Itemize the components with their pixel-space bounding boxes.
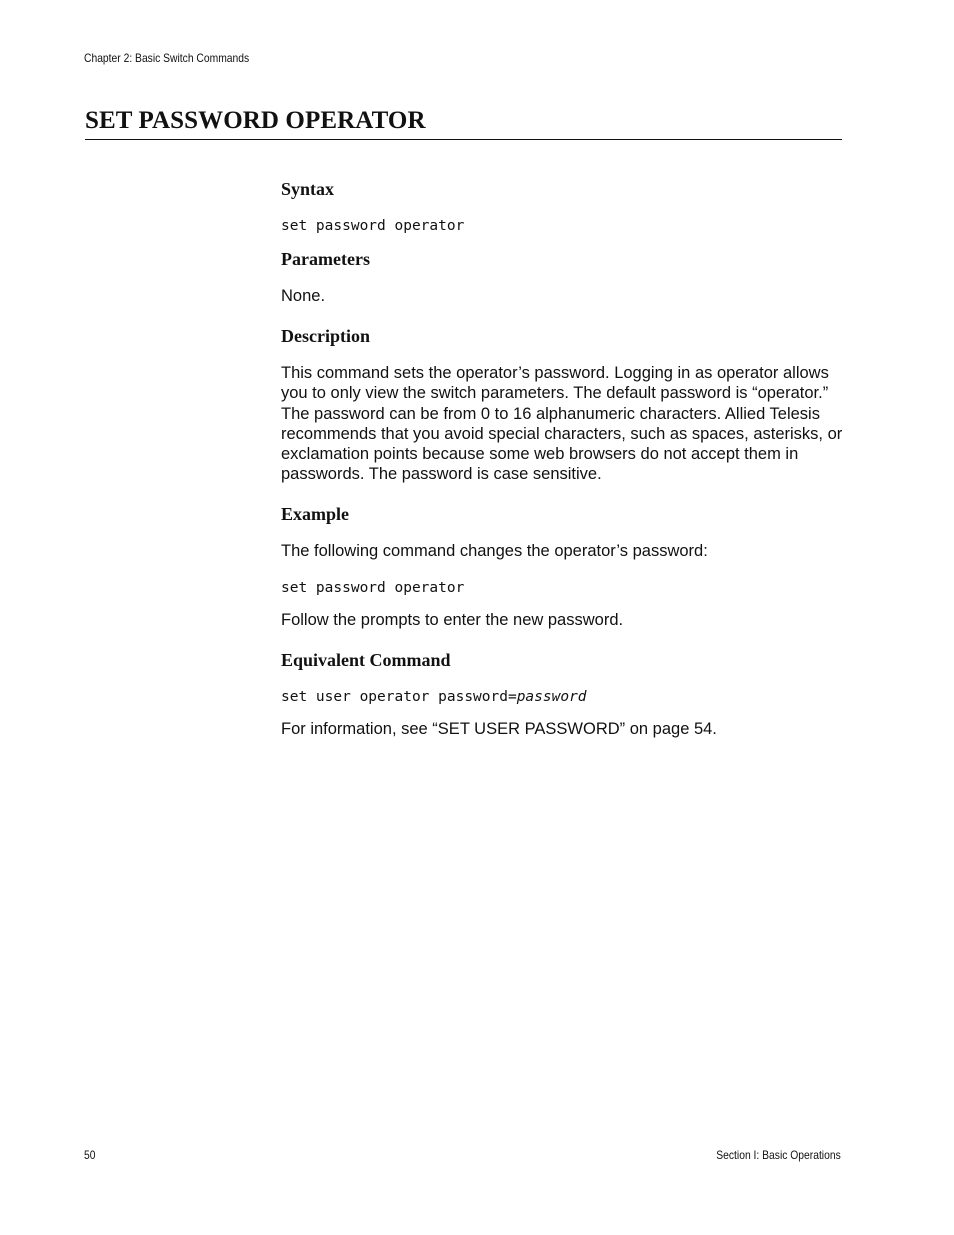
page-title: SET PASSWORD OPERATOR xyxy=(85,107,426,134)
equivalent-command xyxy=(281,688,846,706)
syntax-heading: Syntax xyxy=(281,179,335,199)
description-heading: Description xyxy=(281,326,370,347)
parameters-heading: Parameters xyxy=(281,249,370,269)
equivalent-command-prefix: set user operator password= xyxy=(281,688,517,705)
equivalent-command-param: password xyxy=(516,688,587,705)
description-section xyxy=(281,325,846,484)
running-header: Chapter 2: Basic Switch Commands xyxy=(84,51,250,65)
equivalent-reference: For information, see “SET USER PASSWORD” on page 54. xyxy=(281,719,717,738)
example-followup: Follow the prompts to enter the new password. xyxy=(281,610,624,629)
example-intro: The following command changes the operator’s password: xyxy=(281,542,708,561)
title-block xyxy=(85,106,842,140)
equivalent-section xyxy=(281,649,846,739)
page-number: 50 xyxy=(84,1148,96,1162)
example-section xyxy=(281,503,846,629)
syntax-command: set password operator xyxy=(281,218,465,234)
parameters-section xyxy=(281,248,846,306)
description-text: This command sets the operator’s password. Logging in as operator allows you to only view the switch parameters. The default password is “operator.” The password can be from 0 to 16 alphanumeric characters. Allied Telesis recommends that you avoid special characters, such as spaces, asterisks, or exclamation points because some web browsers do not accept them in passwords. The password is case sensitive. xyxy=(281,364,843,484)
example-command: set password operator xyxy=(281,579,465,596)
equivalent-heading: Equivalent Command xyxy=(281,649,451,670)
example-heading: Example xyxy=(281,504,350,525)
running-footer-section: Section I: Basic Operations xyxy=(716,1148,841,1162)
content xyxy=(281,178,846,739)
parameters-text: None. xyxy=(281,287,326,305)
syntax-section xyxy=(281,178,846,235)
